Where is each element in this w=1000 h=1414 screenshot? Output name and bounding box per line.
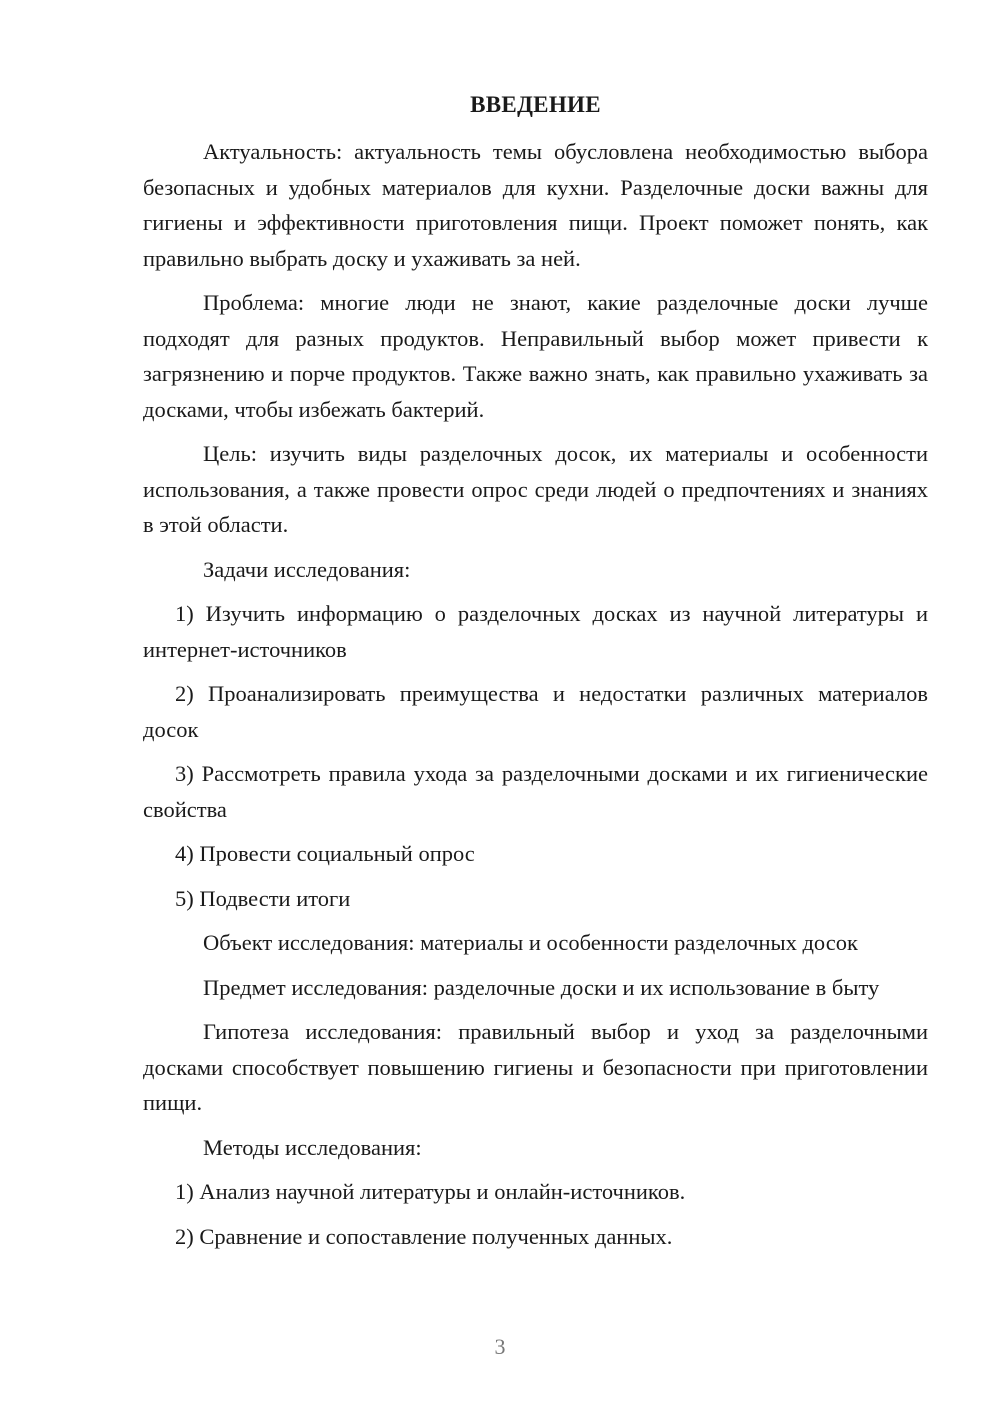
task-item-3: 3) Рассмотреть правила ухода за разделочными досками и их гигиенические свойства [143, 761, 928, 822]
goal-paragraph: Цель: изучить виды разделочных досок, их материалы и особенности использования, а также провести опрос среди людей о предпочтениях и знаниях в этой области. [143, 441, 928, 537]
method-item-2: 2) Сравнение и сопоставление полученных данных. [175, 1223, 673, 1249]
relevance-paragraph: Актуальность: актуальность темы обусловлена необходимостью выбора безопасных и удобных материалов для кухни. Разделочные доски важны для гигиены и эффективности приготовления пищи. Проект поможет понять, как правильно выбрать доску и ухаживать за ней. [143, 139, 928, 271]
methods-heading: Методы исследования: [203, 1134, 422, 1160]
problem-paragraph: Проблема: многие люди не знают, какие разделочные доски лучше подходят для разных продуктов. Неправильный выбор может привести к загрязнению и порче продуктов. Также важно знать, как правильно ухаживать за досками, чтобы избежать бактерий. [143, 290, 928, 422]
hypothesis-paragraph: Гипотеза исследования: правильный выбор и уход за разделочными досками способствует повышению гигиены и безопасности при приготовлении пищи. [143, 1019, 928, 1115]
method-item-1: 1) Анализ научной литературы и онлайн-источников. [175, 1179, 686, 1204]
task-item-1: 1) Изучить информацию о разделочных досках из научной литературы и интернет-источников [143, 601, 928, 662]
document-page [143, 92, 928, 1263]
task-item-5: 5) Подвести итоги [175, 885, 351, 911]
subject-paragraph: Предмет исследования: разделочные доски и их использование в быту [203, 974, 880, 1000]
object-paragraph: Объект исследования: материалы и особенности разделочных досок [203, 930, 858, 955]
section-title: ВВЕДЕНИЕ [470, 92, 601, 117]
task-item-4: 4) Провести социальный опрос [175, 841, 475, 866]
task-item-2: 2) Проанализировать преимущества и недостатки различных материалов досок [143, 681, 928, 742]
tasks-heading: Задачи исследования: [203, 556, 411, 582]
page-number: 3 [494, 1334, 506, 1359]
